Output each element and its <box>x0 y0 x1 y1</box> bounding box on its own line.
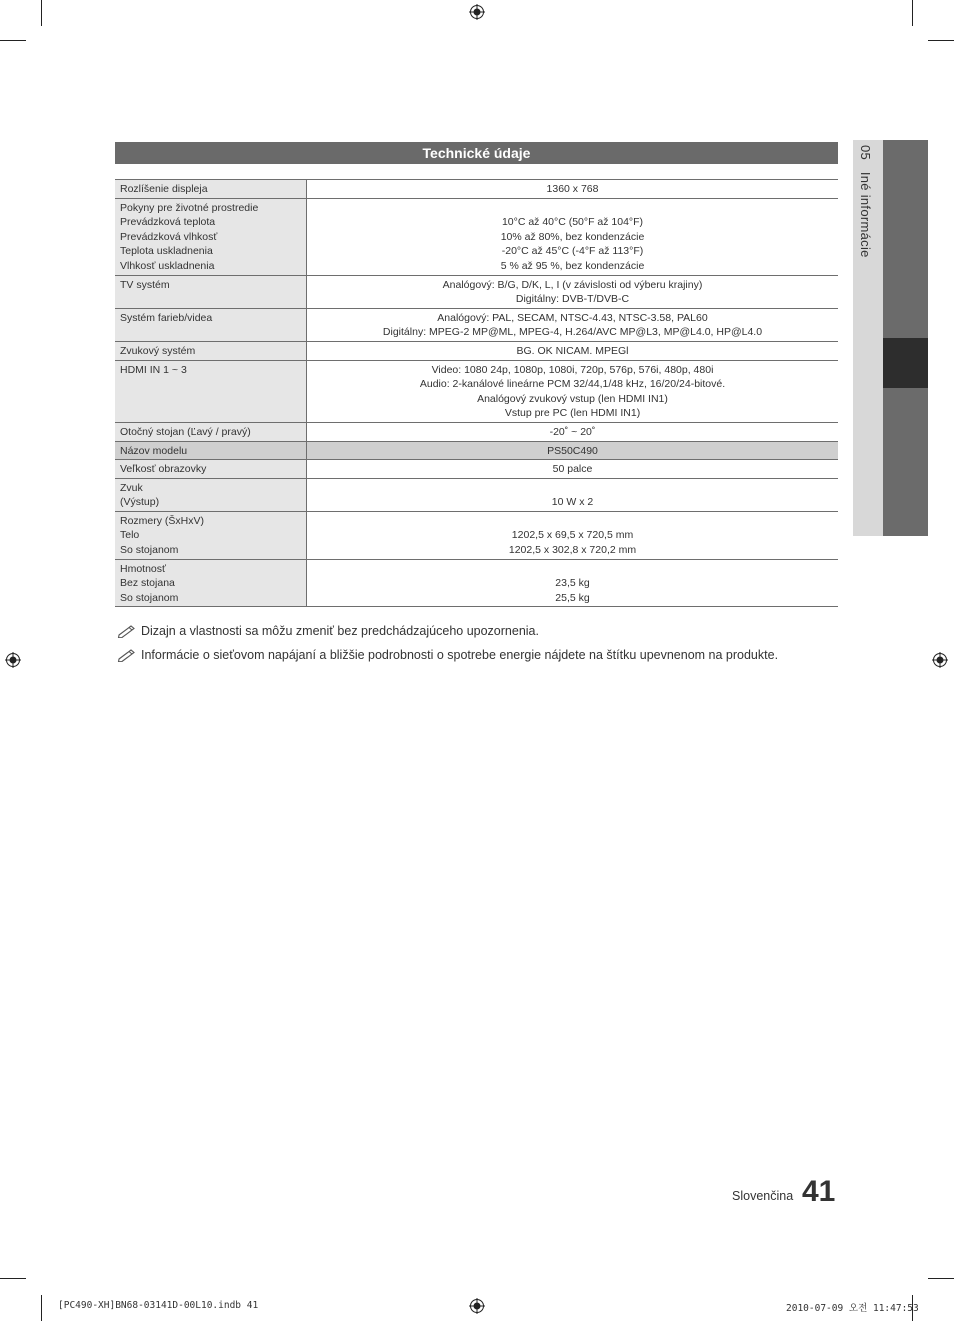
spec-label-cell <box>115 341 307 360</box>
spec-label: Zvukový systém <box>120 344 196 357</box>
chapter-label <box>858 145 873 258</box>
spec-label: Názov modelu <box>120 444 188 457</box>
spec-value-cell <box>307 511 839 559</box>
spec-value: 23,5 kg <box>555 577 590 590</box>
table-row <box>115 460 838 479</box>
crop-mark <box>41 1295 42 1321</box>
spec-label: TV systém <box>120 278 170 291</box>
spec-value: 1202,5 x 302,8 x 720,2 mm <box>508 544 637 557</box>
spec-label: Zvuk <box>120 481 143 494</box>
spec-label-cell <box>115 275 307 308</box>
spec-value-cell <box>307 422 839 441</box>
table-row <box>115 308 838 341</box>
table-row <box>115 360 838 422</box>
spec-label: So stojanom <box>120 544 179 557</box>
crop-mark <box>912 0 913 26</box>
spec-value: BG. OK NICAM. MPEGl <box>516 344 629 357</box>
spec-value <box>312 481 833 496</box>
spec-label: Bez stojana <box>120 577 175 590</box>
spec-label: HDMI IN 1 ~ 3 <box>120 363 187 376</box>
chapter-tab-dark <box>883 140 928 338</box>
table-row <box>115 275 838 308</box>
spec-label-cell <box>115 308 307 341</box>
chapter-title: Iné informácie <box>858 171 873 258</box>
spec-label: Hmotnosť <box>120 562 166 575</box>
spec-value: 10°C až 40°C (50°F až 104°F) <box>501 216 644 229</box>
table-row <box>115 180 838 199</box>
registration-icon <box>469 4 485 20</box>
pencil-icon <box>117 648 137 662</box>
footer-language: Slovenčina <box>732 1189 794 1203</box>
spec-label: Telo <box>120 529 140 542</box>
table-row <box>115 441 838 460</box>
spec-table-body <box>115 180 838 607</box>
spec-label: Rozlíšenie displeja <box>120 183 208 195</box>
spec-value-cell <box>307 460 839 479</box>
spec-label: Systém farieb/videa <box>120 311 213 324</box>
table-row <box>115 422 838 441</box>
spec-label-cell <box>115 460 307 479</box>
crop-mark <box>928 40 954 41</box>
spec-label: Vlhkosť uskladnenia <box>120 259 215 272</box>
spec-label-cell <box>115 360 307 422</box>
table-row <box>115 559 838 607</box>
spec-table <box>115 179 838 607</box>
spec-label-cell <box>115 511 307 559</box>
crop-mark <box>0 1278 26 1279</box>
spec-value-cell <box>307 180 839 199</box>
spec-label: Pokyny pre životné prostredie <box>120 201 259 214</box>
spec-label: Otočný stojan (Ľavý / pravý) <box>120 425 251 438</box>
spec-value: Analógový: B/G, D/K, L, I (v závislosti od výberu krajiny) <box>442 278 703 291</box>
imprint-date: 2010-07-09 오전 11:47:53 <box>786 1303 919 1314</box>
spec-value: 25,5 kg <box>555 591 590 604</box>
spec-value: 10 W x 2 <box>551 496 594 509</box>
registration-icon <box>5 652 21 668</box>
table-row <box>115 478 838 511</box>
spec-value-cell <box>307 478 839 511</box>
spec-value: Audio: 2-kanálové lineárne PCM 32/44,1/48 kHz, 16/20/24-bitové. <box>419 378 726 391</box>
spec-label: Prevádzková vlhkosť <box>120 230 218 243</box>
note-text: Dizajn a vlastnosti sa môžu zmeniť bez predchádzajúceho upozornenia. <box>141 624 539 638</box>
spec-label: Prevádzková teplota <box>120 216 216 229</box>
spec-label-cell <box>115 441 307 460</box>
table-row <box>115 511 838 559</box>
chapter-tab-dark <box>883 388 928 536</box>
spec-value: Analógový: PAL, SECAM, NTSC-4.43, NTSC-3.58, PAL60 <box>437 311 708 324</box>
crop-mark <box>928 1278 954 1279</box>
chapter-tab-active <box>883 338 928 388</box>
spec-value: Digitálny: DVB-T/DVB-C <box>515 293 630 306</box>
spec-value: -20˚ ~ 20˚ <box>549 425 596 438</box>
spec-label: Rozmery (ŠxHxV) <box>120 514 205 527</box>
spec-value: 5 % až 95 %, bez kondenzácie <box>500 259 645 272</box>
spec-value: 1360 x 768 <box>546 183 599 195</box>
table-row <box>115 341 838 360</box>
spec-value: 1202,5 x 69,5 x 720,5 mm <box>511 529 634 542</box>
spec-value: PS50C490 <box>547 444 598 457</box>
spec-value: Analógový zvukový vstup (len HDMI IN1) <box>477 392 668 405</box>
pencil-icon <box>117 624 137 638</box>
crop-mark <box>0 40 26 41</box>
spec-label-cell <box>115 478 307 511</box>
crop-mark <box>41 0 42 26</box>
spec-label-cell <box>115 198 307 275</box>
page-number: 41 <box>802 1175 836 1208</box>
section-title: Technické údaje <box>115 142 838 164</box>
table-row <box>115 198 838 275</box>
spec-value <box>312 201 833 216</box>
registration-icon <box>469 1298 485 1314</box>
chapter-number: 05 <box>858 145 873 161</box>
spec-value <box>312 514 833 529</box>
spec-value-cell <box>307 360 839 422</box>
spec-value-cell <box>307 308 839 341</box>
spec-value-cell <box>307 441 839 460</box>
spec-label: Veľkosť obrazovky <box>120 463 207 476</box>
spec-value: 50 palce <box>552 463 593 476</box>
spec-value <box>312 562 833 577</box>
spec-label-cell <box>115 422 307 441</box>
spec-value: Video: 1080 24p, 1080p, 1080i, 720p, 576p, 576i, 480p, 480i <box>431 363 714 376</box>
spec-label: (Výstup) <box>120 496 160 509</box>
spec-label-cell <box>115 559 307 607</box>
spec-value: Vstup pre PC (len HDMI IN1) <box>504 407 641 420</box>
spec-value: 10% až 80%, bez kondenzácie <box>500 230 645 243</box>
spec-value-cell <box>307 341 839 360</box>
spec-value-cell <box>307 559 839 607</box>
spec-value: Digitálny: MPEG-2 MP@ML, MPEG-4, H.264/AVC MP@L3, MP@L4.0, HP@L4.0 <box>382 326 763 339</box>
note <box>117 624 539 638</box>
spec-label: So stojanom <box>120 591 179 604</box>
spec-value-cell <box>307 198 839 275</box>
spec-label-cell <box>115 180 307 199</box>
note-text: Informácie o sieťovom napájaní a bližšie podrobnosti o spotrebe energie nájdete na štítku upevnenom na produkte. <box>141 648 779 662</box>
note <box>117 648 778 662</box>
spec-value: -20°C až 45°C (-4°F až 113°F) <box>501 245 644 258</box>
spec-value-cell <box>307 275 839 308</box>
imprint-file: [PC490-XH]BN68-03141D-00L10.indb 41 <box>58 1300 259 1311</box>
spec-label: Teplota uskladnenia <box>120 245 213 258</box>
registration-icon <box>932 652 948 668</box>
